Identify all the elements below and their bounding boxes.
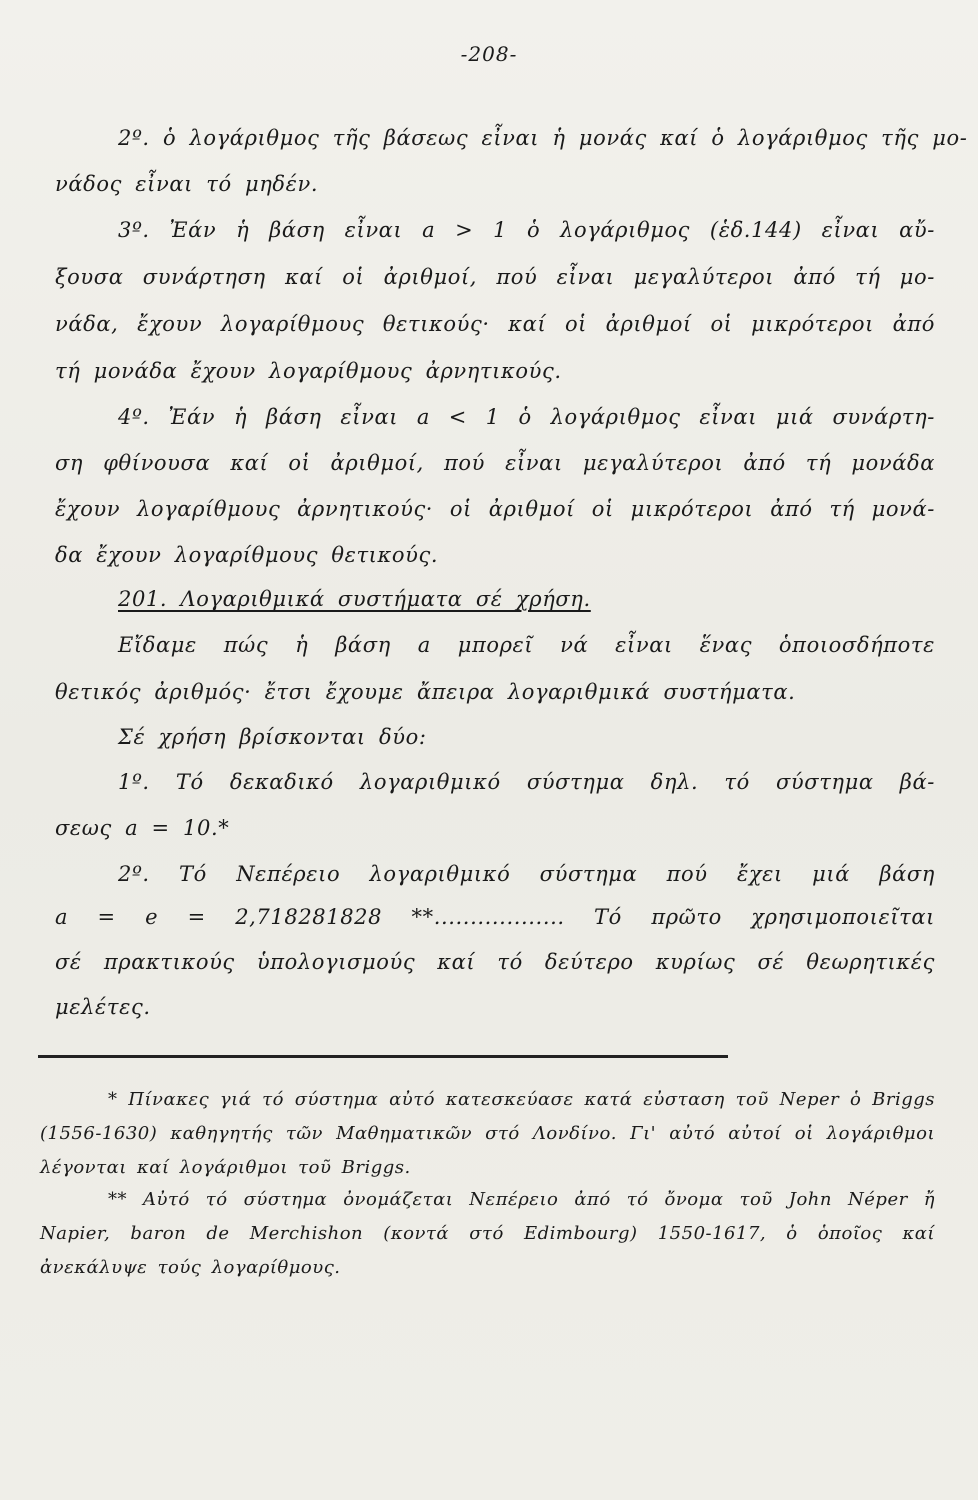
page-number: -208- [460,42,518,66]
text-line: νάδα, ἔχουν λογαρίθμους θετικούς· καί οἱ ἀριθμοί οἱ μικρότεροι ἀπό [55,312,935,336]
text-line: ση φθίνουσα καί οἱ ἀριθμοί, πού εἶναι μεγαλύτεροι ἀπό τή μονάδα [55,451,935,475]
footnote-line: ἀνεκάλυψε τούς λογαρίθμους. [40,1257,341,1278]
text-line: σεως a = 10.* [55,816,230,840]
text-line: a = e = 2,718281828 **.................. Τό πρῶτο χρησιμοποιεῖται [55,905,935,929]
text-line: ξουσα συνάρτηση καί οἱ ἀριθμοί, πού εἶναι μεγαλύτεροι ἀπό τή μο- [55,265,935,289]
text-line: Εἴδαμε πώς ἡ βάση a μπορεῖ νά εἶναι ἕνας ὁποιοσδήποτε [118,633,935,657]
text-line: τή μονάδα ἔχουν λογαρίθμους ἀρνητικούς. [55,359,562,383]
text-line: δα ἔχουν λογαρίθμους θετικούς. [55,543,439,567]
footnote-separator [38,1055,728,1058]
text-line: 4º. Ἐάν ἡ βάση εἶναι a < 1 ὁ λογάριθμος εἶναι μιά συνάρτη- [118,405,935,429]
text-line: θετικός ἀριθμός· ἔτσι ἔχουμε ἄπειρα λογαριθμικά συστήματα. [55,680,796,704]
footnote-line: λέγονται καί λογάριθμοι τοῦ Briggs. [40,1157,411,1178]
footnote-line: ** Αὐτό τό σύστημα ὀνομάζεται Νεπέρειο ἀπό τό ὄνομα τοῦ John Néper ἤ [108,1189,935,1210]
text-line: 1º. Τό δεκαδικό λογαριθμικό σύστημα δηλ. τό σύστημα βά- [118,770,935,794]
footnote-line: * Πίνακες γιά τό σύστημα αὐτό κατεσκεύασε κατά εὐσταση τοῦ Neper ὁ Briggs [108,1089,935,1110]
text-line: νάδος εἶναι τό μηδέν. [55,172,319,196]
text-line: 2º. Τό Νεπέρειο λογαριθμικό σύστημα πού ἔχει μιά βάση [118,862,935,886]
text-line: μελέτες. [55,995,151,1019]
section-heading: 201. Λογαριθμικά συστήματα σέ χρήση. [118,587,591,611]
text-line: ἔχουν λογαρίθμους ἀρνητικούς· οἱ ἀριθμοί οἱ μικρότεροι ἀπό τή μονά- [55,497,935,521]
footnote-line: (1556-1630) καθηγητής τῶν Μαθηματικῶν στό Λονδίνο. Γι' αὐτό αὐτοί οἱ λογάριθμοι [40,1123,935,1144]
text-line: Σέ χρήση βρίσκονται δύο: [118,725,427,749]
text-line: 3º. Ἐάν ἡ βάση εἶναι a > 1 ὁ λογάριθμος (ἑδ.144) εἶναι αὔ- [118,218,935,242]
text-line: 2º. ὁ λογάριθμος τῆς βάσεως εἶναι ἡ μονάς καί ὁ λογάριθμος τῆς μο- [118,126,968,150]
footnote-line: Napier, baron de Merchishon (κοντά στό Edimbourg) 1550-1617, ὁ ὁποῖος καί [40,1223,935,1244]
text-line: σέ πρακτικούς ὑπολογισμούς καί τό δεύτερο κυρίως σέ θεωρητικές [55,950,935,974]
